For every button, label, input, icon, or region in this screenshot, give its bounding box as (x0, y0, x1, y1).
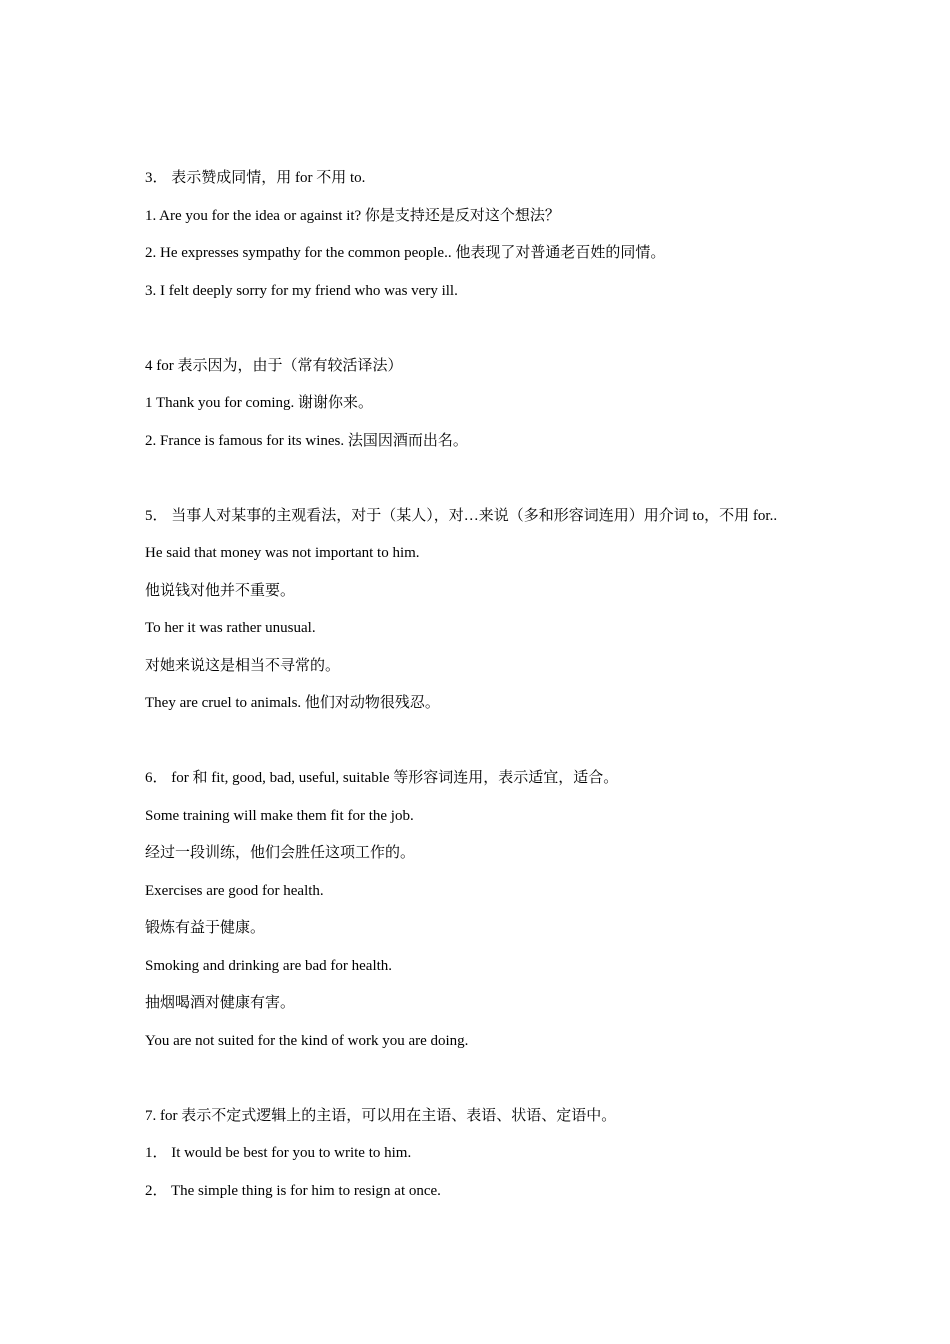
section-heading: 3． 表示赞成同情，用 for 不用 to. (145, 170, 366, 186)
section-spacer (145, 723, 815, 761)
section-5-subjective-view (145, 498, 815, 723)
section-heading: 6． for 和 fit, good, bad, useful, suitable 等形容词连用，表示适宜，适合。 (145, 770, 619, 786)
example-line: 1. Are you for the idea or against it? 你是支持还是反对这个想法？ (145, 207, 560, 224)
translation-line: 他说钱对他并不重要。 (145, 582, 296, 599)
example-line: You are not suited for the kind of work you are doing. (145, 1032, 469, 1049)
example-line: 2. He expresses sympathy for the common people.. 他表现了对普通老百姓的同情。 (145, 245, 666, 261)
example-line: 2． The simple thing is for him to resign at once. (145, 1182, 441, 1199)
example-line: He said that money was not important to him. (145, 545, 420, 561)
example-line: 3. I felt deeply sorry for my friend who was very ill. (145, 282, 458, 299)
translation-line: 经过一段训练，他们会胜任这项工作的。 (145, 845, 416, 861)
section-3-support-sympathy (145, 160, 815, 310)
example-line: Smoking and drinking are bad for health. (145, 957, 393, 974)
translation-line: 锻炼有益于健康。 (145, 920, 266, 936)
section-heading: 4 for 表示因为，由于（常有较活译法） (145, 357, 403, 374)
document-body (145, 160, 815, 1210)
example-line: 1 Thank you for coming. 谢谢你来。 (145, 395, 374, 411)
section-7-logical-subject (145, 1098, 815, 1211)
example-line: 1． It would be best for you to write to him. (145, 1145, 412, 1161)
example-line: Some training will make them fit for the job. (145, 807, 414, 824)
section-spacer (145, 1060, 815, 1098)
example-line: They are cruel to animals. 他们对动物很残忍。 (145, 695, 440, 711)
translation-line: 抽烟喝酒对健康有害。 (145, 995, 296, 1011)
section-heading: 7. for 表示不定式逻辑上的主语，可以用在主语、表语、状语、定语中。 (145, 1107, 617, 1124)
translation-line: 对她来说这是相当不寻常的。 (145, 657, 341, 674)
section-spacer (145, 460, 815, 498)
section-spacer (145, 310, 815, 348)
section-4-reason (145, 348, 815, 461)
example-line: Exercises are good for health. (145, 882, 324, 899)
section-heading: 5． 当事人对某事的主观看法，对于（某人），对…来说（多和形容词连用）用介词 to，不用 for.. (145, 507, 778, 524)
section-6-suitability (145, 760, 815, 1060)
example-line: To her it was rather unusual. (145, 620, 316, 636)
example-line: 2. France is famous for its wines. 法国因酒而出名。 (145, 432, 468, 449)
